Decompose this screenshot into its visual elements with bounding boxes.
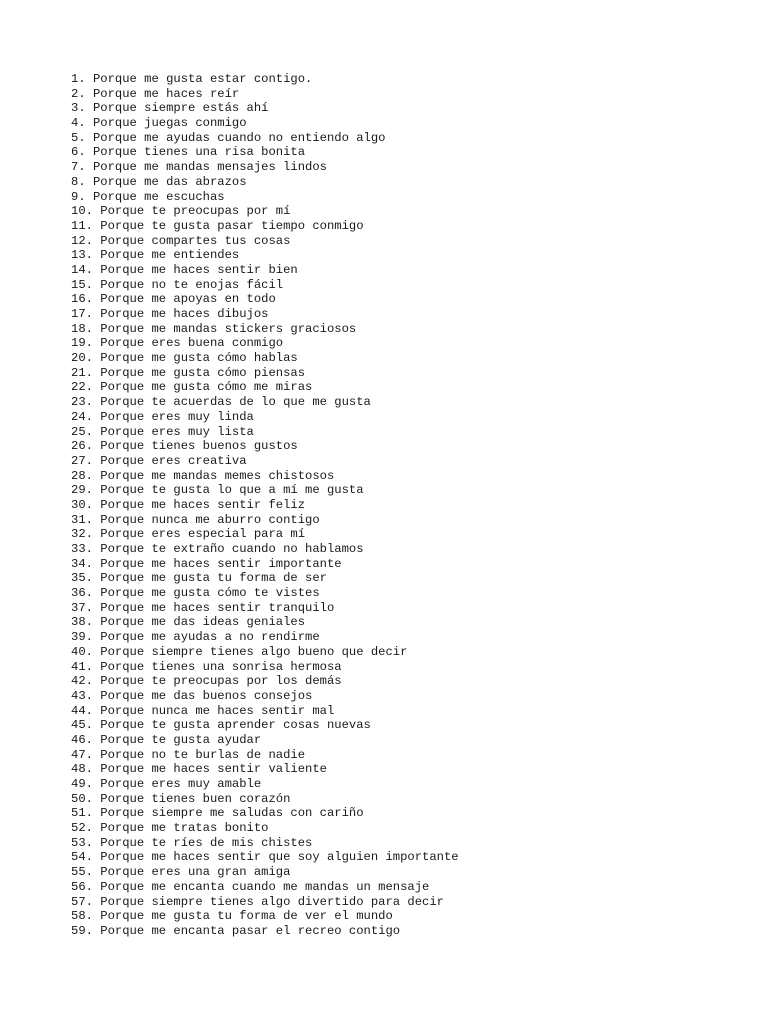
list-item: 23. Porque te acuerdas de lo que me gusta bbox=[71, 395, 371, 410]
list-item: 5. Porque me ayudas cuando no entiendo algo bbox=[71, 130, 386, 145]
list-item: 40. Porque siempre tienes algo bueno que decir bbox=[71, 644, 408, 659]
list-item: 33. Porque te extraño cuando no hablamos bbox=[71, 542, 364, 556]
list-item: 41. Porque tienes una sonrisa hermosa bbox=[71, 659, 342, 674]
list-item: 8. Porque me das abrazos bbox=[71, 174, 247, 189]
list-item: 46. Porque te gusta ayudar bbox=[71, 732, 262, 747]
list-item: 16. Porque me apoyas en todo bbox=[71, 292, 276, 307]
list-item: 27. Porque eres creativa bbox=[71, 453, 247, 468]
list-item: 57. Porque siempre tienes algo divertido para decir bbox=[71, 894, 444, 909]
list-item: 53. Porque te ríes de mis chistes bbox=[71, 835, 313, 850]
reasons-list bbox=[71, 72, 459, 939]
list-item: 42. Porque te preocupas por los demás bbox=[71, 674, 342, 689]
list-item: 1. Porque me gusta estar contigo. bbox=[71, 72, 313, 86]
list-item: 15. Porque no te enojas fácil bbox=[71, 277, 284, 292]
list-item: 55. Porque eres una gran amiga bbox=[71, 865, 291, 880]
list-item: 18. Porque me mandas stickers graciosos bbox=[71, 321, 357, 336]
list-item: 17. Porque me haces dibujos bbox=[71, 307, 269, 321]
list-item: 51. Porque siempre me saludas con cariño bbox=[71, 806, 364, 821]
list-item: 39. Porque me ayudas a no rendirme bbox=[71, 630, 320, 645]
list-item: 28. Porque me mandas memes chistosos bbox=[71, 468, 335, 483]
list-item: 31. Porque nunca me aburro contigo bbox=[71, 512, 320, 527]
list-item: 54. Porque me haces sentir que soy alguien importante bbox=[71, 850, 459, 865]
list-item: 21. Porque me gusta cómo piensas bbox=[71, 365, 306, 380]
list-item: 58. Porque me gusta tu forma de ver el mundo bbox=[71, 909, 393, 924]
list-item: 24. Porque eres muy linda bbox=[71, 409, 254, 424]
list-item: 34. Porque me haces sentir importante bbox=[71, 556, 342, 571]
list-item: 49. Porque eres muy amable bbox=[71, 777, 262, 791]
list-item: 59. Porque me encanta pasar el recreo contigo bbox=[71, 923, 401, 938]
list-item: 7. Porque me mandas mensajes lindos bbox=[71, 160, 327, 175]
list-item: 30. Porque me haces sentir feliz bbox=[71, 497, 306, 512]
list-item: 19. Porque eres buena conmigo bbox=[71, 336, 284, 351]
list-item: 6. Porque tienes una risa bonita bbox=[71, 145, 306, 160]
list-item: 44. Porque nunca me haces sentir mal bbox=[71, 703, 335, 718]
list-item: 38. Porque me das ideas geniales bbox=[71, 615, 306, 630]
list-item: 9. Porque me escuchas bbox=[71, 189, 225, 204]
list-item: 20. Porque me gusta cómo hablas bbox=[71, 351, 298, 366]
list-item: 25. Porque eres muy lista bbox=[71, 424, 254, 439]
list-item: 13. Porque me entiendes bbox=[71, 248, 240, 263]
list-item: 14. Porque me haces sentir bien bbox=[71, 262, 298, 277]
list-item: 45. Porque te gusta aprender cosas nuevas bbox=[71, 718, 371, 733]
list-item: 35. Porque me gusta tu forma de ser bbox=[71, 571, 327, 586]
list-item: 22. Porque me gusta cómo me miras bbox=[71, 380, 313, 395]
list-item: 50. Porque tienes buen corazón bbox=[71, 791, 291, 806]
list-item: 10. Porque te preocupas por mí bbox=[71, 204, 291, 219]
list-item: 29. Porque te gusta lo que a mí me gusta bbox=[71, 483, 364, 498]
list-item: 2. Porque me haces reír bbox=[71, 86, 240, 101]
list-item: 4. Porque juegas conmigo bbox=[71, 116, 247, 131]
list-item: 48. Porque me haces sentir valiente bbox=[71, 762, 327, 777]
list-item: 36. Porque me gusta cómo te vistes bbox=[71, 586, 320, 601]
list-item: 26. Porque tienes buenos gustos bbox=[71, 439, 298, 454]
list-item: 3. Porque siempre estás ahí bbox=[71, 101, 269, 116]
list-item: 11. Porque te gusta pasar tiempo conmigo bbox=[71, 218, 364, 233]
list-item: 32. Porque eres especial para mí bbox=[71, 527, 306, 542]
list-item: 52. Porque me tratas bonito bbox=[71, 821, 269, 836]
list-item: 47. Porque no te burlas de nadie bbox=[71, 747, 306, 762]
list-item: 56. Porque me encanta cuando me mandas un mensaje bbox=[71, 879, 430, 894]
list-item: 37. Porque me haces sentir tranquilo bbox=[71, 600, 335, 615]
list-item: 43. Porque me das buenos consejos bbox=[71, 688, 313, 703]
list-item: 12. Porque compartes tus cosas bbox=[71, 233, 291, 248]
